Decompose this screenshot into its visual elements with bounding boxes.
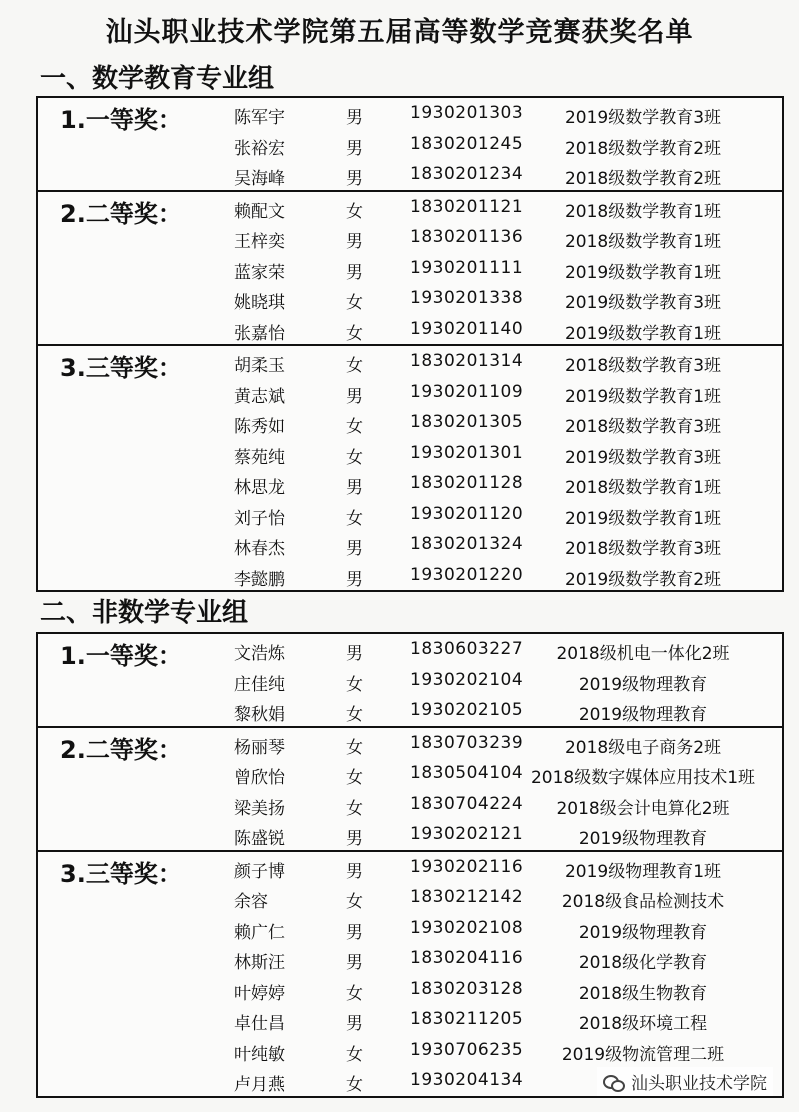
table-row (38, 283, 782, 314)
student-id: 1930202104 (410, 669, 524, 690)
student-class: 2018级数字媒体应用技术1班 (530, 768, 756, 788)
table-row (38, 943, 782, 974)
student-id: 1830203128 (410, 978, 524, 999)
student-name: 黎秋娟 (234, 705, 285, 725)
table-row (38, 913, 782, 944)
award-group (38, 190, 782, 345)
award-level-label: 3.三等奖： (60, 354, 182, 382)
student-gender: 女 (346, 768, 363, 788)
student-class: 2018级化学教育 (578, 953, 708, 973)
student-class: 2018级数学教育1班 (564, 232, 722, 252)
table-row (38, 819, 782, 850)
student-gender: 男 (346, 169, 363, 189)
student-class: 2018级数学教育1班 (564, 201, 722, 222)
table-row (38, 634, 782, 665)
student-id: 1830211205 (410, 1009, 524, 1029)
table-row (38, 438, 782, 469)
student-gender: 男 (346, 569, 363, 590)
student-gender: 女 (346, 417, 363, 437)
student-class: 2018级机电一体化2班 (556, 644, 730, 664)
award-group (38, 726, 782, 850)
student-name: 余容 (234, 892, 268, 912)
student-gender: 女 (346, 323, 363, 344)
student-name: 林春杰 (234, 539, 285, 559)
student-class: 2018级环境工程 (578, 1014, 708, 1034)
award-group (38, 850, 782, 1096)
student-class: 2019级物理教育 (578, 922, 708, 943)
student-class: 2018级数学教育1班 (564, 478, 722, 498)
student-gender: 男 (346, 922, 363, 943)
student-gender: 男 (346, 478, 363, 498)
student-class: 2019级数学教育3班 (564, 293, 722, 313)
student-gender: 女 (346, 356, 363, 376)
student-id: 1930201140 (410, 318, 524, 339)
student-class: 2019级数学教育3班 (564, 447, 722, 468)
student-name: 蓝家荣 (234, 262, 285, 283)
table-row (38, 1035, 782, 1066)
student-id: 1830201305 (410, 412, 524, 432)
table-row (38, 1004, 782, 1035)
student-id: 1830204116 (410, 948, 524, 968)
student-name: 陈军宇 (234, 108, 285, 128)
table-row (38, 159, 782, 190)
student-name: 吴海峰 (234, 169, 285, 189)
student-class: 2019级物理教育 (578, 674, 708, 695)
student-gender: 男 (346, 953, 363, 973)
table-row (38, 728, 782, 759)
student-gender: 男 (346, 138, 363, 159)
student-gender: 男 (346, 1014, 363, 1034)
student-id: 1830201128 (410, 473, 524, 493)
student-name: 李懿鹏 (234, 569, 285, 590)
student-class: 2019级数学教育1班 (564, 323, 722, 344)
table-row (38, 377, 782, 408)
student-name: 林思龙 (234, 478, 285, 498)
student-gender: 男 (346, 829, 363, 849)
table-row (38, 129, 782, 160)
table-row (38, 529, 782, 560)
table-row (38, 407, 782, 438)
student-class: 2019级数学教育3班 (564, 108, 722, 128)
student-id: 1830703239 (410, 732, 524, 753)
student-id: 1830603227 (410, 639, 524, 659)
table-row (38, 192, 782, 223)
student-gender: 男 (346, 232, 363, 252)
student-gender: 女 (346, 447, 363, 468)
table-row (38, 499, 782, 530)
student-id: 1830201234 (410, 164, 524, 184)
student-name: 王梓奕 (234, 232, 285, 252)
page-title: 汕头职业技术学院第五届高等数学竞赛获奖名单 (105, 17, 694, 48)
watermark-text: 汕头职业技术学院 (631, 1074, 767, 1094)
student-gender: 女 (346, 508, 363, 529)
student-gender: 女 (346, 892, 363, 912)
table-row (38, 789, 782, 820)
award-level-label: 1.一等奖： (60, 106, 182, 134)
student-id: 1930202105 (410, 700, 524, 720)
watermark (597, 1067, 773, 1096)
student-id: 1830201314 (410, 351, 524, 371)
award-level-label: 2.二等奖： (60, 199, 182, 228)
student-name: 胡柔玉 (234, 356, 285, 376)
student-id: 1930201220 (410, 564, 524, 585)
student-name: 陈盛锐 (234, 829, 285, 849)
student-class: 2018级会计电算化2班 (556, 798, 730, 819)
table-row (38, 665, 782, 696)
student-id: 1830704224 (410, 793, 524, 814)
student-name: 赖广仁 (234, 922, 285, 943)
student-gender: 女 (346, 293, 363, 313)
table-row (38, 346, 782, 377)
student-gender: 男 (346, 262, 363, 283)
table-row (38, 468, 782, 499)
student-class: 2018级生物教育 (578, 983, 708, 1004)
student-name: 张嘉怡 (234, 323, 285, 344)
student-name: 叶婷婷 (234, 983, 285, 1004)
student-id: 1830201245 (410, 133, 524, 154)
student-class: 2019级物流管理二班 (561, 1044, 725, 1065)
student-class: 2018级数学教育2班 (564, 138, 722, 159)
student-gender: 女 (346, 983, 363, 1004)
award-level-label: 2.二等奖： (60, 735, 182, 764)
student-class: 2018级食品检测技术 (561, 892, 725, 912)
student-class: 2019级物理教育 (578, 829, 708, 849)
wechat-icon (603, 1073, 625, 1091)
student-name: 颜子博 (234, 861, 285, 882)
table-row (38, 852, 782, 883)
student-gender: 男 (346, 386, 363, 407)
student-id: 1930201338 (410, 288, 524, 308)
student-gender: 女 (346, 1075, 363, 1095)
student-id: 1830201136 (410, 227, 524, 247)
student-gender: 女 (346, 201, 363, 222)
student-class: 2019级数学教育2班 (564, 569, 722, 590)
student-class: 2018级数学教育3班 (564, 417, 722, 437)
award-group (38, 98, 782, 190)
student-gender: 女 (346, 1044, 363, 1065)
student-name: 卓仕昌 (234, 1014, 285, 1034)
student-id: 1930204134 (410, 1070, 524, 1090)
student-name: 卢月燕 (234, 1075, 285, 1095)
student-gender: 女 (346, 737, 363, 758)
student-id: 1830201324 (410, 534, 524, 554)
student-id: 1830212142 (410, 887, 524, 907)
student-id: 1930202108 (410, 917, 524, 938)
student-id: 1930202116 (410, 856, 524, 877)
table-row (38, 98, 782, 129)
student-name: 文浩炼 (234, 644, 285, 664)
student-name: 黄志斌 (234, 386, 285, 407)
student-name: 姚晓琪 (234, 293, 285, 313)
student-name: 陈秀如 (234, 417, 285, 437)
student-id: 1930201301 (410, 442, 524, 463)
student-name: 赖配文 (234, 201, 285, 222)
student-id: 1930201111 (410, 257, 524, 278)
student-gender: 男 (346, 644, 363, 664)
student-class: 2019级数学教育1班 (564, 508, 722, 529)
student-class: 2018级数学教育3班 (564, 539, 722, 559)
student-class: 2019级物理教育1班 (564, 861, 722, 882)
student-gender: 女 (346, 798, 363, 819)
student-class: 2019级数学教育1班 (564, 386, 722, 407)
student-name: 蔡苑纯 (234, 447, 285, 468)
student-name: 梁美扬 (234, 798, 285, 819)
student-gender: 女 (346, 705, 363, 725)
student-class: 2018级电子商务2班 (564, 737, 722, 758)
student-name: 林斯汪 (234, 953, 285, 973)
student-class: 2018级数学教育3班 (564, 356, 722, 376)
student-name: 杨丽琴 (234, 737, 285, 758)
student-id: 1930706235 (410, 1039, 524, 1060)
student-class: 2018级数学教育2班 (564, 169, 722, 189)
student-id: 1930201109 (410, 381, 524, 402)
section-heading-nonmath: 二、非数学专业组 (40, 598, 249, 628)
table-row (38, 560, 782, 591)
student-gender: 男 (346, 108, 363, 128)
student-name: 叶纯敏 (234, 1044, 285, 1065)
table-row (38, 974, 782, 1005)
student-name: 曾欣怡 (234, 768, 285, 788)
student-id: 1830201121 (410, 196, 524, 217)
student-id: 1930202121 (410, 824, 524, 844)
student-id: 1930201303 (410, 103, 524, 123)
award-level-label: 3.三等奖： (60, 859, 182, 888)
award-group (38, 634, 782, 726)
award-group (38, 344, 782, 590)
student-name: 庄佳纯 (234, 674, 285, 695)
table-row (38, 314, 782, 345)
student-name: 刘子怡 (234, 508, 285, 529)
table-row (38, 222, 782, 253)
award-level-label: 1.一等奖： (60, 642, 182, 670)
student-class: 2019级数学教育1班 (564, 262, 722, 283)
student-gender: 男 (346, 539, 363, 559)
table-row (38, 758, 782, 789)
table-row (38, 253, 782, 284)
award-table-nonmath (36, 632, 784, 1098)
student-name: 张裕宏 (234, 138, 285, 159)
student-class: 2019级物理教育 (578, 705, 708, 725)
table-row (38, 882, 782, 913)
section-heading-math: 一、数学教育专业组 (40, 64, 275, 94)
student-gender: 男 (346, 861, 363, 882)
student-id: 1930201120 (410, 503, 524, 524)
student-gender: 女 (346, 674, 363, 695)
award-table-math (36, 96, 784, 592)
table-row (38, 695, 782, 726)
student-id: 1830504104 (410, 763, 524, 783)
